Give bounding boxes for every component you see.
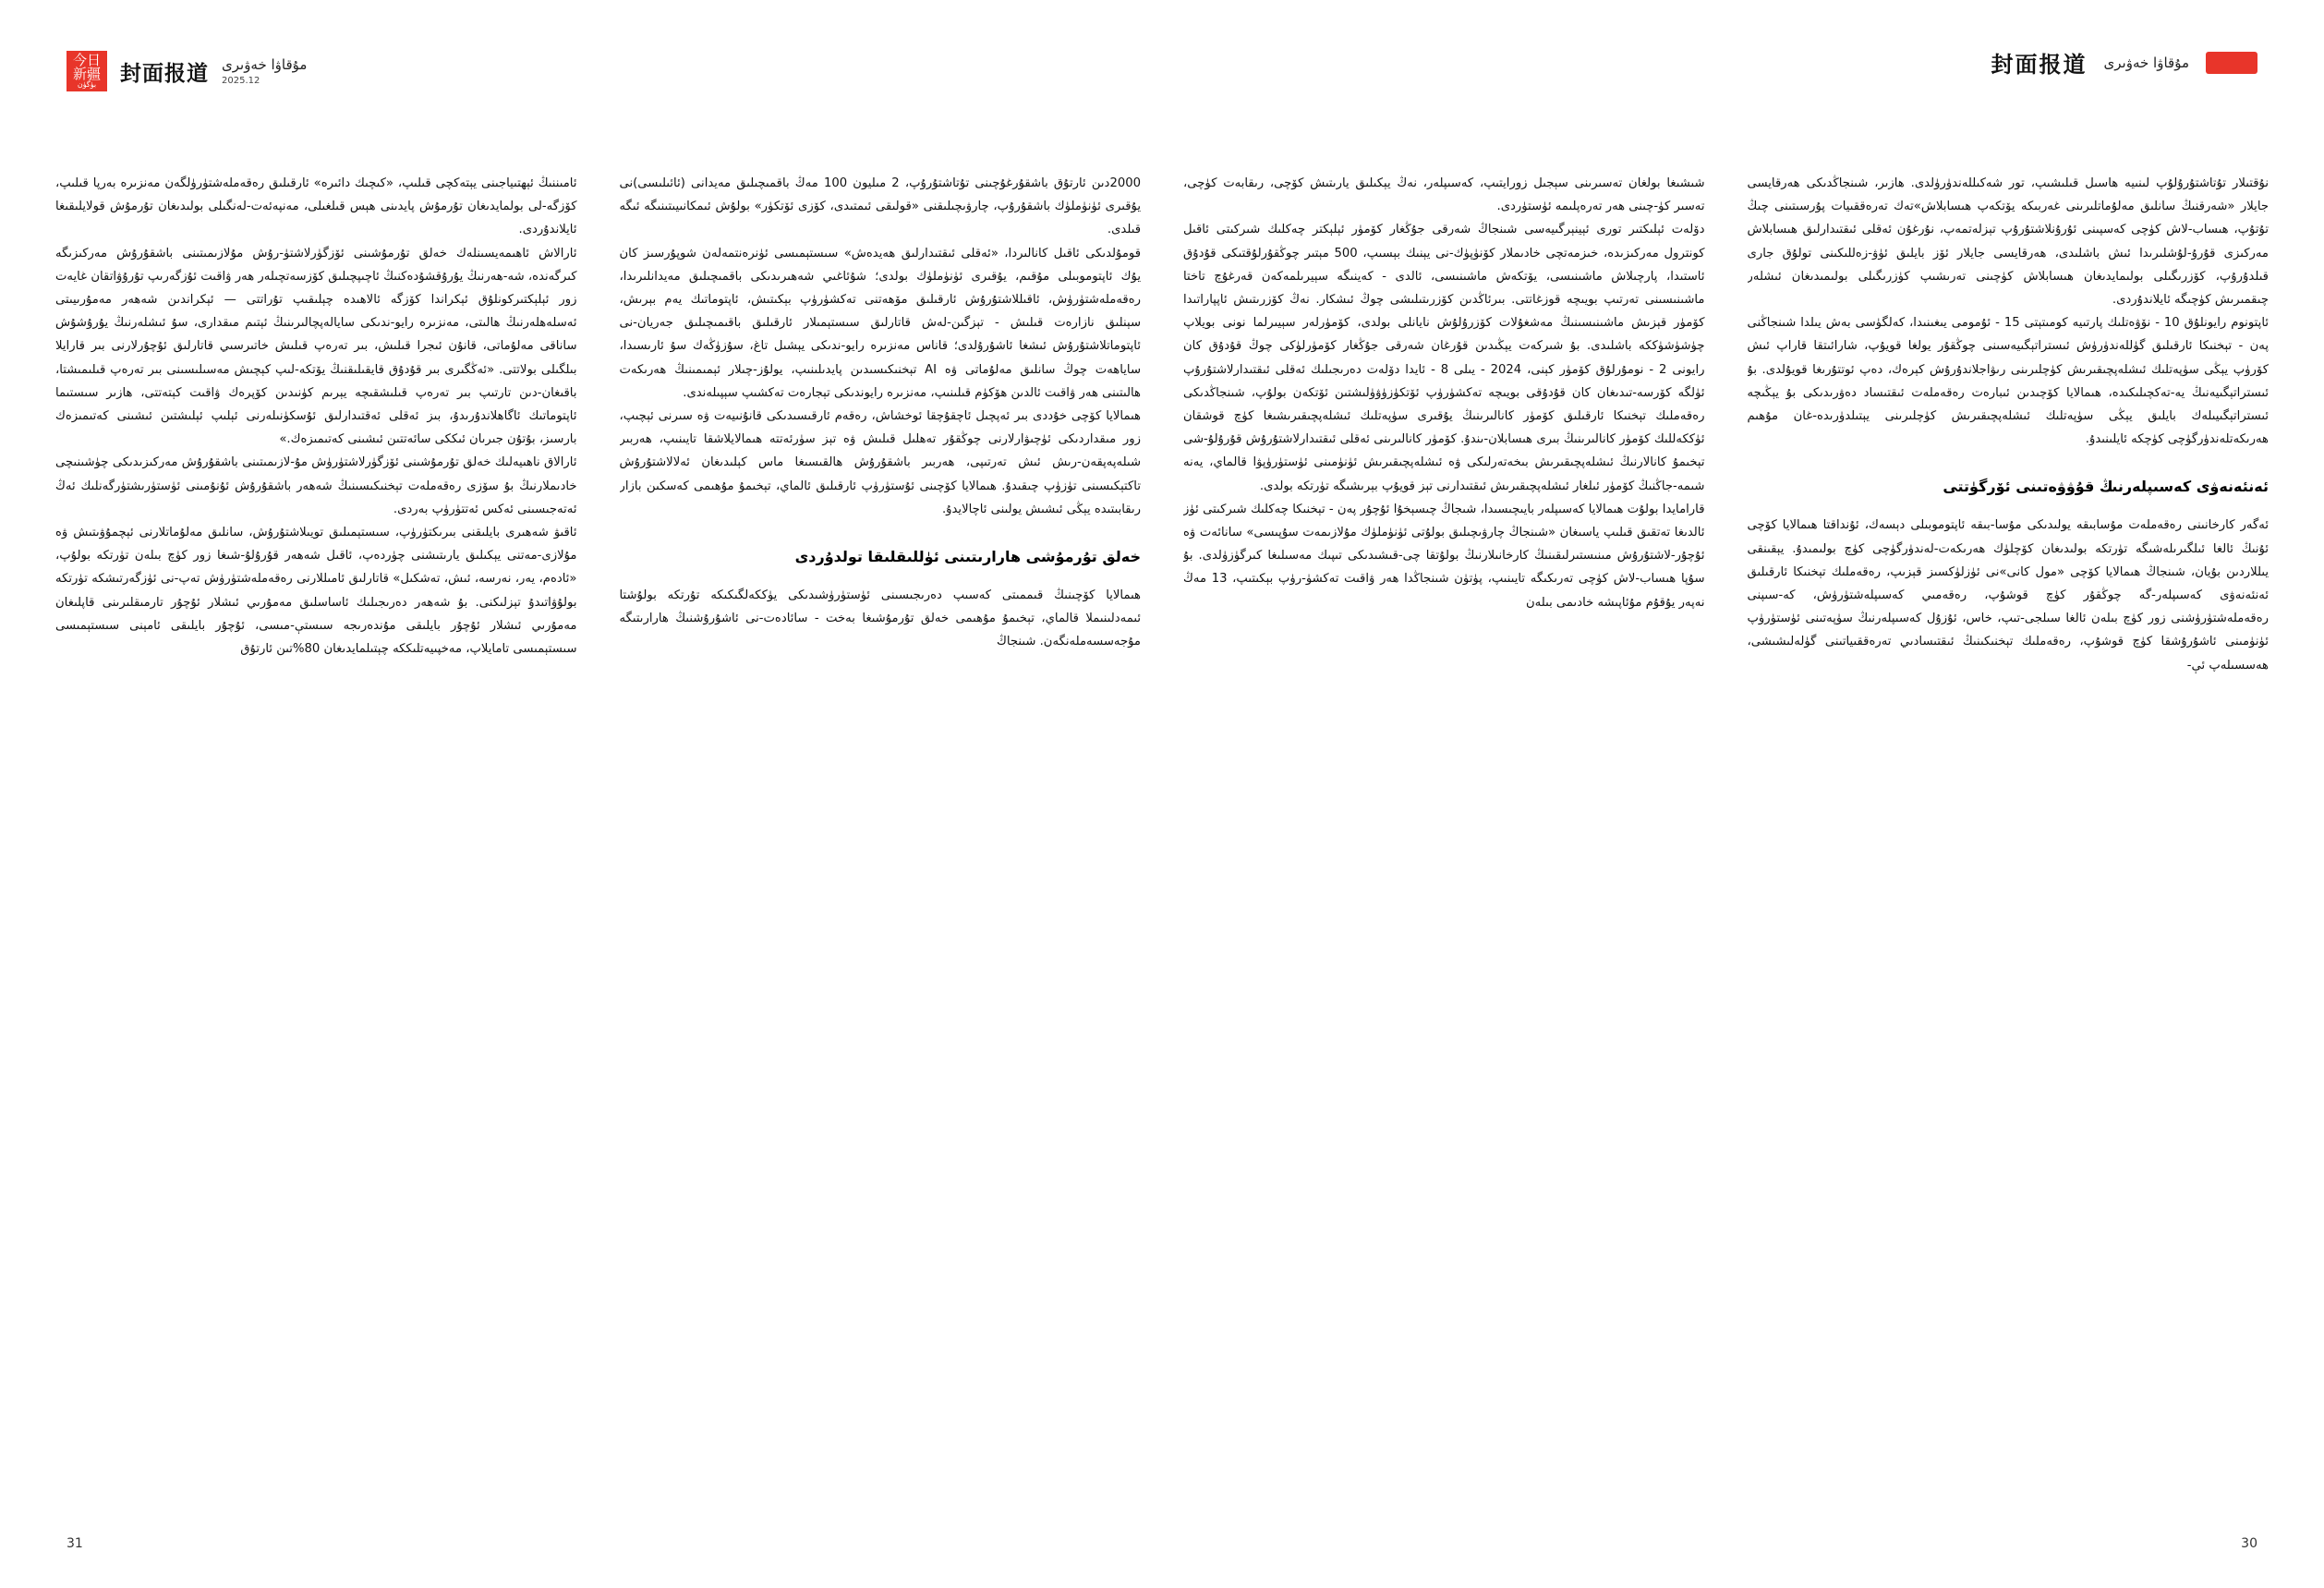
- article-columns: [55, 172, 2269, 1500]
- header-right-title-ug: مۇقاۋا خەۋىرى: [2103, 54, 2189, 71]
- header-meta: [222, 56, 307, 86]
- column-3: [1183, 172, 1705, 1500]
- header-right-title-cn: 封面报道: [1991, 52, 2088, 78]
- paragraph: دۆلەت ئېلىكتىر تورى ئېينېرگىيەسى شىنجاڭ شەرقى جۇڭغار كۆمۈر ئېلېكتر چەكلىك شىركىتى ئاقىل كونترول مەركىزىدە، خىزمەتچى خادىملار كۆنۈپۈك-نى يېنىك بېسىپ، 500 مېتىر چوڭقۇرلۇقتىكى قۇدۇق ئاستىدا، پارچىلاش ماشىنىسى، يۆتكەش ماشىنىسى، ئالدى - كەينىگە سېيرىلمەكەن قەرغۇچ تاختا ماشىنىسىنى تەرتىپ بويىچە قوزغاتتى. بىرئاڭدىن كۆزرىتىلىشى چوڭ ئىشكار. نەڭ كۆزرىتىش ئاپپاراتىدا كۆمۈر قېزىش ماشىنىسىنىڭ مەشغۇلات كۆزرۇلۇش نايانلى بولدى، كۆمۈرلەر سېيىرلما نونى بويلاپ چۈشۈشۈككە باشلىدى. بۇ شىركەت يېڭىدىن قۇرغان شەرقى جۇڭغار كۆمۈرلۈكى چوڭ قۇدۇق كان رايونى 2 - نومۇرلۇق كۆمۈر كېنى، 2024 - يىلى 8 - ئايدا دۆلەت دەرىجىلىك ئەقلى ئىقتىدارلاشتۇرۇپ ئۈلگە كۆرسە-تىدىغان كان قۇدۇقى بويىچە تەكشۈرۈپ ئۆتكۈزۈۋۈلىشتىن ئۆتكەن بولۇپ، شىنجاڭدىكى رەقەملىك تېخنىكا ئارقىلىق كۆمۈر كانالىرىنىڭ يۇقىرى سۈپەتلىك ئىشلەپچىقىرىشىغا كۈچ قوشقان ئۈككەللىك كۆمۈر كانالىرىنىڭ بىرى ھىسابلان-ىندۇ. كۆمۈر كانالىرىنى ئەقلى ئىقتىدارلاشتۇرۇش قۇرۇلۇ-شى تېخىمۇ كانالارنىڭ ئىشلەپچىقىرىش بىخەتەرلىكى ۋە ئىشلەپچىقىرىش ئۈنۈمىنى ئۈستۈرۈپۋا قالماي، يەنە شىمە-جاڭنىڭ كۆمۈر ئىلغار ئىشلەپچىقىرىش ئىقتىدارنى تېز قويۇپ بېرىشىگە تۈرتكە بولدى.: [1183, 223, 1705, 493]
- paragraph: قومۇلدىكى ئاقىل كانالىردا، «ئەقلى ئىقتىدارلىق ھەيدەش» سىستېمىسى ئۈنرەنتمەلەن شوپۇرسىز كان يۇك ئاپتوموبىلى مۇقىم، يۇقىرى ئۈنۈملۈك بولدى؛ شۇئاغىي شەھىرىدىكى باقمىچىلىق مەيدانلىرىدا، رەقەملەشتۈرۈش، ئاقىللاشتۇرۇش ئارقىلىق مۆھەتنى تەكشۈرۈپ بېكىتىش، ئاپتوماتىك يەم بېرىش، سېنلىق نازارەت قىلىش - تېزگىن-لەش قاتارلىق سىستېمىلار ئارقىلىق باقىمىچىلىق جەريان-نى ئاپتوماتلاشتۇرۇش ئىشغا ئاشۇرۇلدى؛ قاناس مەنزىرە رايو-ندىكى يېشىل تاغ، سۇزۈڭەك سۇ ئارىسىدا، ساياھەت چوڭ سانلىق مەلۇماتى ۋە AI تېخنىكىسىدىن پايدىلىنىپ، يولۇز-چىلار ئېمىمىنىڭ ھەرىكەت ھالىتىنى ھەر ۋاقىت ئالدىن ھۆكۈم قىلىنىپ، مەنزىرە رايوندىكى تېجارەت تەكشىپ سېپىلەندى.: [619, 246, 1141, 400]
- column-4: [1748, 172, 2270, 1500]
- paragraph: ئاپتونوم رايونلۇق 10 - نۆۋەتلىك پارتىيە كومىتېتى 15 - ئۇمومى يىغىنىدا، كەلگۈسى بەش يىلدا شىنجاڭنى پەن - تېخنىكا ئارقىلىق گۈللەندۈرۈش ئىستراتېگىيەسىنى چوڭقۇر يولغا قويۇپ، شارائىتقا قاراپ ئىش كۆرۈپ يېڭى سۈپەتلىك ئىشلەپچىقىرىش كۈچلىرىنى رىۋاجلاندۇرۇش كېرەك، دەپ ئوتتۇرىغا قويۇلدى. بۇ ئىستراتېگىيەنىڭ يە-تەكچىلىكىدە، ھىمالايا كۆچىدىن ئىبارەت رەقەملەت ئىقتىساد دەۋرىدىكى بۇ يېڭىچە ئىستراتېگىيىلەك بايلىق يېڭى سۈپەتلىك ئىشلەپچىقىرىش كۈچلىرىنى يېتىلدۈرىدە-غان مۇھىم ھەرىكەتلەندۈرگۈچى كۈچكە ئايلىنىدۇ.: [1747, 316, 2269, 447]
- logo-cn-top: 今日: [72, 52, 101, 68]
- paragraph: قارامايدا بولۇت ھىمالايا كەسىپلەر بايىچىسىدا، شىجاڭ چىسېخۇا ئۇچۇر پەن - تېخنىكا چەكلىك شىركىتى ئۈز ئالدىغا تەتقىق قىلىپ ياسىغان «شىنجاڭ چارۋىچىلىق بولۇتى ئۈنۈملۈك مۇلازىمەت سۇپىسى» سانائەت ۋە ئۇچۇر-لاشتۇرۇش مىنىستىرلىقىنىڭ كارخانىلارنىڭ بولۇتقا چى-قىشىدىكى تىپىك مەسىلىغا كىرگۈزۈلدى. بۇ سۇپا ھىساب-لاش كۈچى تەرىكىگە تايىنىپ، پۈتۈن شىنجاڭدا ھەر ۋاقىت تەكشۈ-رۈپ بېكىتىپ، 13 مەڭ نەپەر يۇقۇم مۇئاپىشە خادىمى بىلەن: [1183, 502, 1705, 610]
- header-left-masthead: [67, 51, 307, 91]
- logo-cn-bottom: 新疆: [72, 66, 101, 82]
- paragraph: ھىمالايا كۆچىنىڭ قىممىتى كەسىپ دەرىجىسىنى ئۈستۈرۈشىدىكى يۈككەلگىكىكە تۇرتكە بولۇشتا ئىمەدلىنىملا قالماي، تېخىمۇ مۇھىمى خەلق تۇرمۇشىغا بەخت - سائادەت-نى ئاشۇرۇشنىڭ ھارارىتىگە مۇجەسسەملەنگەن. شىنجاڭ: [619, 588, 1141, 649]
- header-date: 2025.12: [222, 76, 260, 86]
- page-number-left: 31: [67, 1536, 83, 1551]
- red-tab-marker: [2206, 52, 2257, 74]
- column-2: [620, 172, 1142, 1500]
- page-header: [0, 0, 2324, 139]
- paragraph: 2000دىن ئارتۇق باشقۇرغۇچىنى تۇتاشتۇرۇپ، 2 مىليون 100 مەڭ باقمىچىلىق مەيدانى (ئائىلىسى)نى يۇقىرى ئۈنۈملۈك باشقۇرۇپ، چارۋىچىلىقنى «قولىقى ئىمتىدى، كۆزى ئۆتكۈر» بولۇش ئىمكانىيىتىنىگە ئىگە قىلدى.: [619, 176, 1141, 237]
- paragraph: نۇقتىلار تۇتاشتۇرۇلۇپ لىنىيە ھاسىل قىلىشىپ، تور شەكىللەندۈرۈلدى. ھازىر، شىنجاڭدىكى ھەرقايسى جايلار «شەرقنىڭ سانلىق مەلۇماتلىرىنى غەربىكە يۆتكەپ ھىسابلاش»تەك تەرەققىيات پۇرسىتىنى چىڭ تۇتۇپ، ھىساب-لاش كۈچى كەسپىنى ئۇرۇنلاشتۇرۇپ تېزلەتمەپ، نۇرغۇن ئەقلى ئىقتىدارلىق ھىسابلاش مەركىزى قۇرۇ-لۇشلىرىدا ئىش باشلىدى، ھەرقايسى جايلار ئۆز بايلىق ئۈۋ-زەللىكىنى تولۇق جارى قىلدۇرۇپ، كۆزرىگىلى بولىمايدىغان ھىسابلاش كۈچىنى تەرىشىپ كۈزرىگىلى بولىمىدىغان ئىشلەر چىقمىرىش كۈچىگە ئايلاندۇردى.: [1747, 176, 2269, 308]
- header-title-cn: 封面报道: [120, 61, 209, 86]
- paragraph: ئامىننىڭ ئېھتىياجىنى يېتەكچى قىلىپ، «كىچىك دائىرە» ئارقىلىق رەقەملەشتۈرۈلگەن مەنزىرە بەرپا قىلىپ، كۆزگە-لى بولمايدىغان تۇرمۇش پايدىنى ھېس قىلغىلى، مەنپەئەت-لەنگىلى بولىدىغان تۇرمۇش قولايلىقىغا ئايلاندۇردى.: [55, 176, 577, 237]
- section-subheading: ئەنئەنەۋى كەسىپلەرنىڭ قۇۋۋەتىنى ئۆرگۈتتى: [1943, 478, 2269, 496]
- paragraph: ئەگەر كارخانىنى رەقەملەت مۇسابىقە يولىدىكى مۇسا-بىقە ئاپتوموبىلى دېسەك، ئۇنداقتا ھىمالايا كۆچى ئۇنىڭ ئالغا ئىلگىرىلەشىگە تۈرتكە بولىدىغان كۆچلۈك ھەرىكەت-لەندۈرگۈچى كۈچ بولىمىدۇ. يېقىنقى يىللاردىن بۇيان، شىنجاڭ ھىمالايا كۆچى «مول كانى»نى ئۈزلۈكسىز قېزىپ، رەقەملىك تېخنىكا ئارقىلىق ئەنئەنەۋى كەسىپلەر-گە چوڭقۇر كۈچ قوشۇپ، رەقەمىي كەسىپلەشتۈرۈش، كە-سىپنى رەقەملەشتۈرۈشنى زور كۈچ بىلەن ئالغا سىلجى-تىپ، خاس، ئۇزۇل كەسىپلەرنىڭ سۈپەتىنى ئۈستۈرۈپ ئۈنۈمىنى ئاشۇرۇشقا كۈچ قوشۇپ، رەقەملىك تېخنىكىنىڭ ئىقتىسادىي تەرەققىياتىنى گۈلەلىشىشى، ھەسسىلەپ ئې-: [1747, 518, 2269, 673]
- paragraph: ئارالاش ئاھىمەيسىنلەك خەلق تۇرمۇشىنى ئۆزگۈرلاشتۈ-رۇش مۇلازىمىتىنى باشقۇرۇش مەركىزىگە كىرگەندە، شە-ھەرنىڭ يۇرۇقشۇدەكنىڭ ئاچىپچىلىق كۆزسەتچىلەر ھەر ۋاقىت ئۇزگەرىپ تۇرۇۋاتقان غايەت زور ئېلېكتىركونلۇق ئېكراندا كۆزگە ئالاھىدە چېلىقىپ تۇراتتى — ئېكراندىن شەھەر مەمۇرىيىتى ئەسلەھلەرنىڭ ھالىتى، مەنزىرە رايو-ندىكى سايالەپچالىرىنىڭ ئېتىم مىقدارى، سۇ ئىشلەرنىڭ يۇرۇشۇش ساناقى مەلۇماتى، قانۇن ئىجرا قىلىش، بىر تەرەپ قىلىش خاتىرسىي قاتارلىق ئۇچۇرلارنى بىر قارايلا بىلگىلى بولاتتى. «ئەڭگىرى بىر قۇدۇق قايقىلىقنىڭ يۆتكە-لىپ كېچىش مەسىلىسىنى بىر تەرەپ قىلىمىشتا، باقىغان-دىن تارتىپ بىر تەرەپ قىلىشقىچە يېرىم كۈنىدىن كۆپرەك ۋاقىت كېتەتتى، ھازىر سىستىما ئاپتوماتىك ئاگاھلاندۇرىدۇ، بىز ئەقلى ئەقتىدارلىق ئۇسكۈنىلەرنى ئېلىپ ئېلىشتىن ئىشىنى كەتىمىزەك بارسىز، بۇتۇن جىرىان ئىككى سائەتتىن ئىشىنى كەتىمىزەك.»: [55, 246, 577, 447]
- column-1: [55, 172, 577, 1500]
- section-subheading: خەلق تۇرمۇشى ھارارىتىنى ئۈللىقلىقا تولدۇردى: [794, 548, 1141, 566]
- header-right-masthead: [1991, 46, 2257, 79]
- logo-icon: [67, 51, 107, 91]
- header-title-ug: مۇقاۋا خەۋىرى: [222, 56, 308, 73]
- paragraph: شىشىغا بولغان تەسىرىنى سېجىل زورايتىپ، كەسىپلەر، نەڭ يېكىلىق يارىتىش كۆچى، رىقابەت كۈچى، تەسىر كۈ-چىنى ھەر تەرەپلىمە ئۈستۈردى.: [1183, 176, 1705, 214]
- paragraph: ئارالاق ناھىيەلىك خەلق تۇرمۇشىنى ئۆزگۈرلاشتۈرۈش مۇ-لازىمىتىنى باشقۇرۇش مەركىزىدىكى چۈشىنىچى خادىملارنىڭ بۇ سۆزى رەقەملەت تېخنىكىسىنىڭ شەھەر باشقۇرۇش ئۇنۇمىنى ئۈستۈرىشتۈرگەنلىك ئەڭ ئەتەجىسىنى ئەكس ئەتتۈرۈپ بەردى.: [55, 455, 577, 516]
- paragraph: ھىمالايا كۆچى خۇددى بىر ئەپچىل ئاچقۇچقا ئوخشاش، رەقەم ئارقىسىدىكى قانۇنىيەت ۋە سىرنى ئېچىپ، زور مىقداردىكى ئۈچىۋارلارنى چوڭقۇر تەھلىل قىلىش ۋە تېز سۈرئەتتە ھىمالايلاشقا تايىنىپ، ھەربىر شىلەپەپقەن-رىش ئىش تەرتىپى، ھەربىر باشقۇرۇش ھالقىسىغا ماس كېلىدىغان ئەلالاشتۇرۇش تاكتېكىسىنى تۈزۈپ چىقىدۇ. ھىمالايا كۆچىنى ئۇستۈرۈپ ئارقىلىق ئالماي، تېخىمۇ مۇھىمى كەسكىن بازار رىقابىتىدە يېڭى ئىشىش يولىنى ئاچالايدۇ.: [619, 409, 1141, 516]
- paragraph: ئاقىۋ شەھىرى بايلىقنى بىرىكتۈرۈپ، سىستېمىلىق تويىلاشتۇرۇش، سانلىق مەلۇماتلارنى ئېچمۇۋىتىش ۋە مۇلازى-مەتنى يېكىلىق يارىتىشنى چۈردەپ، ئاقىل شەھەر قۇرۇلۇ-شىغا زور كۈچ بىلەن تۈرتكە بولۇپ، «ئادەم، يەر، نەرسە، ئىش، تەشكىل» قاتارلىق ئامىللارنى رەقەملەشتۈرۈش تەپ-نى ئۈزگەرتىشكە تۈرتكە بولۇۋاتىدۇ تېزلىكنى. بۇ شەھەر دەرىجىلىك ئاساسلىق مەمۇرىي ئىشلار ئۇچۇر تارمىقلىرىنى قاپلىغان مەمۇرىي ئىشلار ئۇچۇر بايلىقى مۇندەرىجە سىستې-مىسى، ئۇچۇر بايلىقى ئامېنى سىستېمىسى سىستېمىسى تامايلاپ، مەخپىيەتلىككە چېتىلمايدىغان 80%تىن ئارتۇق: [55, 526, 577, 657]
- logo-sub: بۈگۈن: [77, 80, 97, 89]
- page-number-right: 30: [2241, 1536, 2257, 1551]
